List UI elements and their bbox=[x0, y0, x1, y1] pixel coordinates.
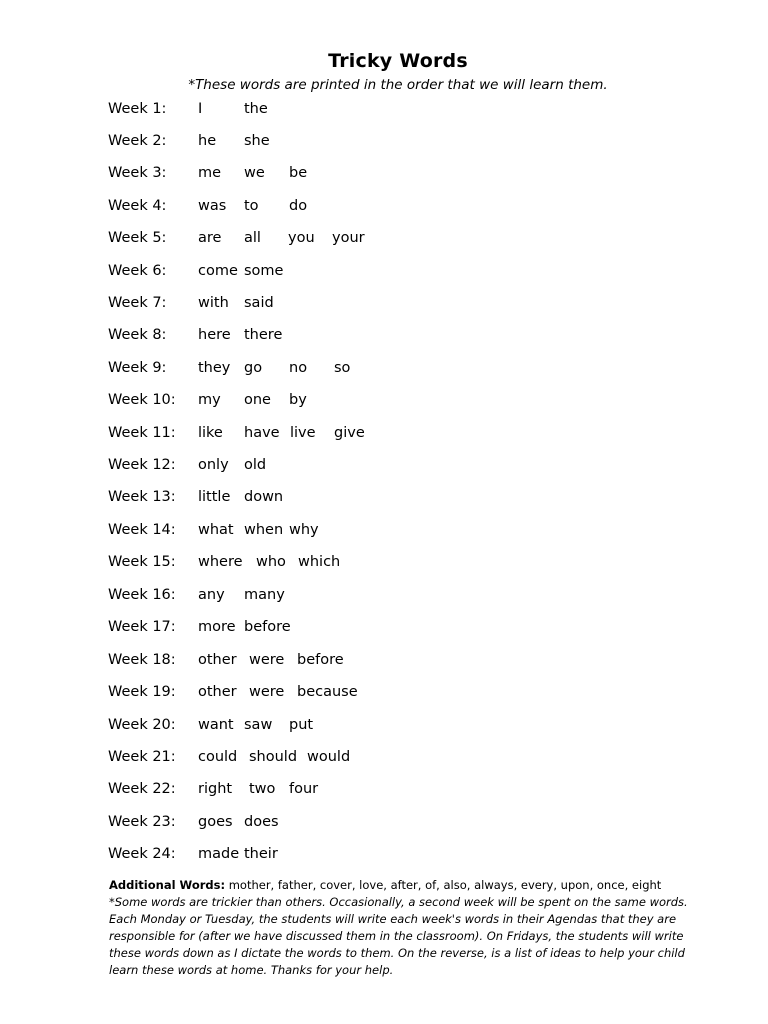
week-label: Week 1: bbox=[108, 101, 167, 117]
week-label: Week 22: bbox=[108, 781, 176, 797]
tricky-word: she bbox=[244, 133, 270, 149]
tricky-word: like bbox=[198, 425, 223, 441]
week-label: Week 4: bbox=[108, 198, 167, 214]
tricky-word: were bbox=[249, 652, 285, 668]
tricky-word: me bbox=[198, 165, 222, 181]
tricky-word: who bbox=[256, 554, 286, 570]
week-label: Week 23: bbox=[108, 814, 176, 830]
week-row bbox=[0, 617, 768, 637]
tricky-word: by bbox=[289, 392, 307, 408]
week-row bbox=[0, 325, 768, 345]
week-row bbox=[0, 812, 768, 832]
week-label: Week 21: bbox=[108, 749, 176, 765]
tricky-word: which bbox=[298, 554, 341, 570]
tricky-word: right bbox=[198, 781, 233, 797]
tricky-word: I bbox=[198, 101, 203, 117]
week-label: Week 13: bbox=[108, 489, 176, 505]
page-title: Tricky Words bbox=[328, 50, 468, 72]
week-row bbox=[0, 650, 768, 670]
tricky-word: have bbox=[244, 425, 280, 441]
week-row bbox=[0, 844, 768, 864]
tricky-word: said bbox=[244, 295, 274, 311]
footnote: *Some words are trickier than others. Occasionally, a second week will be spent on the same words. Each Monday or Tuesday, the students will write each week's words in their Agendas that they are responsible for (after we have discussed them in the classroom). On Fridays, the students will write these words down as I dictate the words to them. On the reverse, is a list of ideas to help your child learn these words at home. Thanks for your help. bbox=[109, 895, 688, 977]
week-row bbox=[0, 715, 768, 735]
week-label: Week 19: bbox=[108, 684, 176, 700]
week-label: Week 10: bbox=[108, 392, 176, 408]
tricky-word: made bbox=[198, 846, 240, 862]
week-label: Week 15: bbox=[108, 554, 176, 570]
page-subtitle: *These words are printed in the order that we will learn them. bbox=[188, 77, 608, 93]
tricky-word: were bbox=[249, 684, 285, 700]
week-row bbox=[0, 423, 768, 443]
week-row bbox=[0, 455, 768, 475]
week-label: Week 12: bbox=[108, 457, 176, 473]
week-label: Week 16: bbox=[108, 587, 176, 603]
tricky-word: why bbox=[289, 522, 319, 538]
tricky-word: no bbox=[289, 360, 308, 376]
tricky-word: want bbox=[198, 717, 234, 733]
week-row bbox=[0, 552, 768, 572]
tricky-word: goes bbox=[198, 814, 233, 830]
tricky-word: go bbox=[244, 360, 263, 376]
week-row bbox=[0, 520, 768, 540]
tricky-word: would bbox=[307, 749, 351, 765]
tricky-word: you bbox=[288, 230, 315, 246]
week-label: Week 24: bbox=[108, 846, 176, 862]
tricky-word: so bbox=[334, 360, 351, 376]
week-row bbox=[0, 585, 768, 605]
week-label: Week 2: bbox=[108, 133, 167, 149]
additional-words bbox=[109, 877, 689, 894]
tricky-word: your bbox=[332, 230, 365, 246]
tricky-word: he bbox=[198, 133, 217, 149]
tricky-word: old bbox=[244, 457, 267, 473]
tricky-word: four bbox=[289, 781, 319, 797]
tricky-word: only bbox=[198, 457, 229, 473]
week-row bbox=[0, 131, 768, 151]
week-label: Week 5: bbox=[108, 230, 167, 246]
week-label: Week 9: bbox=[108, 360, 167, 376]
tricky-word: are bbox=[198, 230, 222, 246]
tricky-word: does bbox=[244, 814, 279, 830]
week-row bbox=[0, 99, 768, 119]
tricky-word: one bbox=[244, 392, 271, 408]
tricky-word: other bbox=[198, 684, 237, 700]
tricky-word: there bbox=[244, 327, 283, 343]
tricky-word: before bbox=[244, 619, 291, 635]
tricky-word: before bbox=[297, 652, 344, 668]
tricky-word: because bbox=[297, 684, 358, 700]
tricky-word: some bbox=[244, 263, 284, 279]
tricky-word: do bbox=[289, 198, 308, 214]
tricky-word: other bbox=[198, 652, 237, 668]
week-label: Week 20: bbox=[108, 717, 176, 733]
tricky-word: we bbox=[244, 165, 265, 181]
tricky-word: give bbox=[334, 425, 365, 441]
tricky-word: be bbox=[289, 165, 308, 181]
week-label: Week 18: bbox=[108, 652, 176, 668]
tricky-word: their bbox=[244, 846, 278, 862]
week-label: Week 8: bbox=[108, 327, 167, 343]
week-row bbox=[0, 163, 768, 183]
tricky-word: come bbox=[198, 263, 238, 279]
tricky-word: where bbox=[198, 554, 243, 570]
tricky-word: live bbox=[290, 425, 316, 441]
week-row bbox=[0, 779, 768, 799]
tricky-word: should bbox=[249, 749, 298, 765]
week-label: Week 14: bbox=[108, 522, 176, 538]
tricky-word: down bbox=[244, 489, 284, 505]
week-row bbox=[0, 390, 768, 410]
tricky-word: my bbox=[198, 392, 221, 408]
week-label: Week 3: bbox=[108, 165, 167, 181]
tricky-word: when bbox=[244, 522, 284, 538]
tricky-word: all bbox=[244, 230, 261, 246]
tricky-word: more bbox=[198, 619, 236, 635]
additional-words-label: Additional Words: bbox=[109, 878, 226, 892]
tricky-word: with bbox=[198, 295, 229, 311]
tricky-word: was bbox=[198, 198, 227, 214]
week-label: Week 11: bbox=[108, 425, 176, 441]
week-label: Week 7: bbox=[108, 295, 167, 311]
tricky-word: many bbox=[244, 587, 285, 603]
tricky-word: put bbox=[289, 717, 314, 733]
week-row bbox=[0, 228, 768, 248]
tricky-word: little bbox=[198, 489, 231, 505]
tricky-word: what bbox=[198, 522, 234, 538]
week-row bbox=[0, 487, 768, 507]
tricky-word: any bbox=[198, 587, 225, 603]
tricky-word: two bbox=[249, 781, 276, 797]
week-row bbox=[0, 682, 768, 702]
week-label: Week 17: bbox=[108, 619, 176, 635]
week-row bbox=[0, 358, 768, 378]
tricky-word: here bbox=[198, 327, 231, 343]
week-row bbox=[0, 261, 768, 281]
tricky-word: could bbox=[198, 749, 238, 765]
week-row bbox=[0, 747, 768, 767]
additional-words-list: mother, father, cover, love, after, of, also, always, every, upon, once, eight bbox=[228, 878, 662, 892]
tricky-word: the bbox=[244, 101, 268, 117]
tricky-word: they bbox=[198, 360, 231, 376]
week-label: Week 6: bbox=[108, 263, 167, 279]
week-row bbox=[0, 196, 768, 216]
week-row bbox=[0, 293, 768, 313]
tricky-word: saw bbox=[244, 717, 273, 733]
tricky-word: to bbox=[244, 198, 259, 214]
